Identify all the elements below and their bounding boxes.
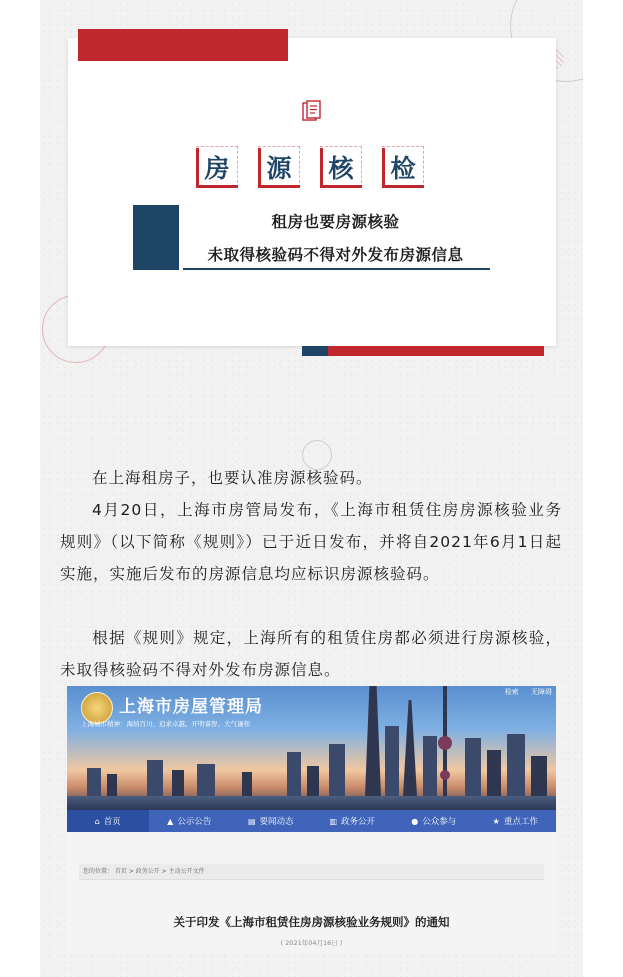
megaphone-icon: ▲ <box>167 816 174 826</box>
notice-date: ( 2021年04月16日 ) <box>280 939 343 947</box>
decor-navy-block <box>133 205 179 270</box>
people-icon: ● <box>411 816 419 826</box>
header-card <box>68 38 556 346</box>
accessibility-link[interactable]: 无障碍 <box>531 688 552 696</box>
subtitle-line-1: 租房也要房源核验 <box>271 213 400 231</box>
paragraph-2: 4月20日，上海市房管局发布，《上海市租赁住房房源核验业务规则》（以下简称《规则》）已于近日发布，并将自2021年6月1日起实施，实施后发布的房源信息均应标识房源核验码。 <box>60 501 562 583</box>
title-char: 检 <box>382 146 424 188</box>
notice-title[interactable]: 关于印发《上海市租赁住房房源核验业务规则》的通知 <box>173 915 450 929</box>
star-icon: ★ <box>492 816 500 826</box>
website-banner <box>67 686 556 810</box>
nav-item-announcements[interactable]: ▲ 公示公告 <box>167 816 212 827</box>
embedded-website-screenshot <box>67 686 556 954</box>
subtitle-line-2: 未取得核验码不得对外发布房源信息 <box>207 246 464 264</box>
website-nav-bar <box>67 810 556 832</box>
decor-red-bar-bottom <box>328 346 544 356</box>
paragraph-3: 根据《规则》规定，上海所有的租赁住房都必须进行房源核验，未取得核验码不得对外发布房源信息。 <box>60 629 562 679</box>
website-top-links <box>495 687 552 697</box>
website-breadcrumb: 您的位置： 首页 > 政务公开 > 主动公开文件 <box>79 864 544 880</box>
nav-item-key-work[interactable]: ★ 重点工作 <box>492 816 538 827</box>
nav-item-public-participation[interactable]: ● 公众参与 <box>411 816 457 827</box>
tower-shanghai <box>365 686 381 796</box>
nav-item-news[interactable]: ▤ 要闻动态 <box>247 816 294 827</box>
document-icon <box>302 100 322 124</box>
paragraph-1: 在上海租房子，也要认准房源核验码。 <box>92 469 373 487</box>
decor-red-bar-top <box>78 29 288 61</box>
chart-icon: ▥ <box>329 816 338 826</box>
tower-jinmao <box>403 700 417 796</box>
newspaper-icon: ▤ <box>247 816 256 826</box>
search-link[interactable]: 检索 <box>504 688 519 696</box>
title-char: 源 <box>258 146 300 188</box>
decor-navy-bar-bottom <box>302 346 328 356</box>
nav-item-open-government[interactable]: ▥ 政务公开 <box>329 816 376 827</box>
subtitle-underline <box>183 268 490 270</box>
title-char: 房 <box>196 146 238 188</box>
website-title: 上海市房屋管理局 <box>119 697 263 717</box>
home-icon: ⌂ <box>94 816 100 826</box>
nav-item-home[interactable]: ⌂ 首页 <box>67 810 149 832</box>
website-motto: 上海城市精神：海纳百川、追求卓越、开明睿智、大气谦和 <box>81 720 250 728</box>
title-char: 核 <box>320 146 362 188</box>
